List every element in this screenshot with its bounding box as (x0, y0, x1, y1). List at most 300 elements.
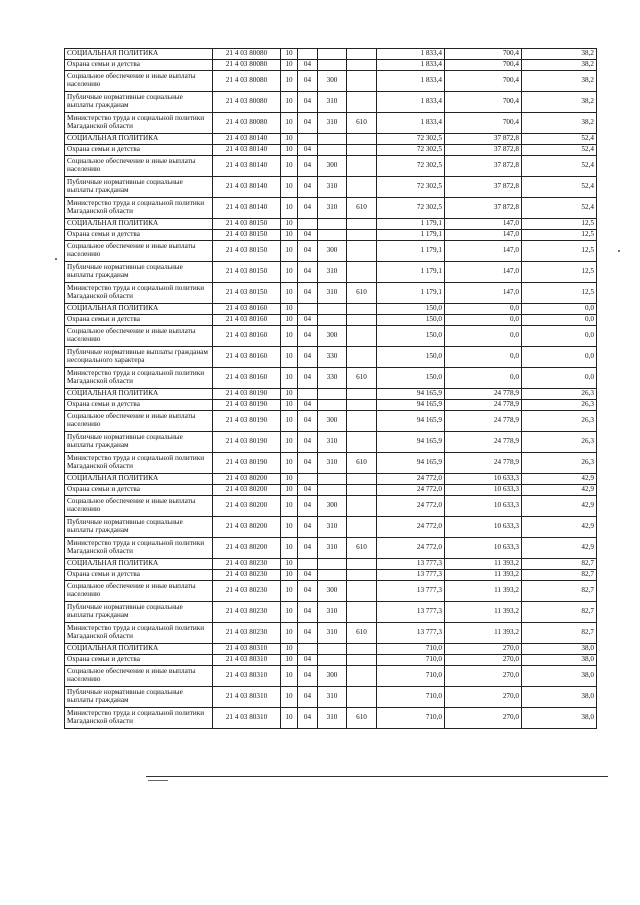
cell-expense-type (318, 145, 347, 156)
cell-subsection: 04 (298, 602, 318, 623)
cell-department (347, 60, 377, 71)
cell-planned: 13 777,3 (377, 623, 445, 644)
cell-percent: 38,2 (522, 60, 597, 71)
cell-executed: 10 633,3 (445, 517, 522, 538)
cell-executed: 24 778,9 (445, 411, 522, 432)
cell-section: 10 (281, 283, 298, 304)
cell-expense-type: 310 (318, 177, 347, 198)
cell-subsection: 04 (298, 92, 318, 113)
cell-subsection (298, 389, 318, 400)
cell-department: 610 (347, 623, 377, 644)
table-row (65, 411, 597, 432)
cell-section: 10 (281, 623, 298, 644)
cell-expense-type: 300 (318, 326, 347, 347)
cell-percent: 0,0 (522, 326, 597, 347)
cell-department (347, 389, 377, 400)
cell-planned: 150,0 (377, 315, 445, 326)
cell-target-article: 21 4 03 80190 (213, 432, 281, 453)
cell-target-article: 21 4 03 80080 (213, 113, 281, 134)
cell-planned: 1 833,4 (377, 92, 445, 113)
cell-expense-type: 310 (318, 602, 347, 623)
cell-department (347, 411, 377, 432)
cell-executed: 0,0 (445, 347, 522, 368)
cell-name: СОЦИАЛЬНАЯ ПОЛИТИКА (65, 474, 213, 485)
cell-department: 610 (347, 708, 377, 729)
cell-expense-type: 300 (318, 666, 347, 687)
cell-name: Публичные нормативные социальные выплаты гражданам (65, 92, 213, 113)
budget-table-page (64, 48, 597, 729)
cell-executed: 10 633,3 (445, 474, 522, 485)
cell-expense-type (318, 474, 347, 485)
cell-planned: 150,0 (377, 368, 445, 389)
cell-name: Публичные нормативные выплаты гражданам несоциального характера (65, 347, 213, 368)
cell-planned: 94 165,9 (377, 400, 445, 411)
cell-executed: 147,0 (445, 262, 522, 283)
cell-section: 10 (281, 60, 298, 71)
cell-expense-type: 310 (318, 432, 347, 453)
cell-planned: 1 833,4 (377, 113, 445, 134)
scan-speck (55, 258, 57, 260)
cell-section: 10 (281, 559, 298, 570)
cell-executed: 270,0 (445, 655, 522, 666)
cell-target-article: 21 4 03 80160 (213, 304, 281, 315)
cell-name: СОЦИАЛЬНАЯ ПОЛИТИКА (65, 559, 213, 570)
table-row (65, 687, 597, 708)
cell-expense-type (318, 134, 347, 145)
cell-executed: 24 778,9 (445, 389, 522, 400)
cell-department (347, 581, 377, 602)
cell-percent: 0,0 (522, 347, 597, 368)
cell-section: 10 (281, 474, 298, 485)
cell-executed: 147,0 (445, 241, 522, 262)
cell-percent: 38,2 (522, 71, 597, 92)
cell-section: 10 (281, 708, 298, 729)
cell-executed: 0,0 (445, 326, 522, 347)
cell-expense-type: 310 (318, 262, 347, 283)
cell-name: Охрана семьи и детства (65, 570, 213, 581)
cell-expense-type (318, 219, 347, 230)
cell-subsection: 04 (298, 687, 318, 708)
cell-section: 10 (281, 411, 298, 432)
cell-section: 10 (281, 241, 298, 262)
cell-subsection: 04 (298, 198, 318, 219)
cell-target-article: 21 4 03 80230 (213, 602, 281, 623)
scan-speck (618, 250, 620, 252)
cell-planned: 94 165,9 (377, 411, 445, 432)
table-row (65, 559, 597, 570)
cell-section: 10 (281, 92, 298, 113)
cell-target-article: 21 4 03 80140 (213, 145, 281, 156)
table-row (65, 655, 597, 666)
cell-target-article: 21 4 03 80150 (213, 230, 281, 241)
cell-target-article: 21 4 03 80160 (213, 347, 281, 368)
cell-subsection: 04 (298, 315, 318, 326)
cell-section: 10 (281, 71, 298, 92)
cell-planned: 13 777,3 (377, 570, 445, 581)
cell-department (347, 602, 377, 623)
cell-section: 10 (281, 262, 298, 283)
cell-section: 10 (281, 304, 298, 315)
cell-subsection: 04 (298, 411, 318, 432)
cell-section: 10 (281, 145, 298, 156)
cell-planned: 1 179,1 (377, 262, 445, 283)
table-row (65, 156, 597, 177)
cell-executed: 700,4 (445, 60, 522, 71)
cell-department (347, 230, 377, 241)
cell-name: Министерство труда и социальной политики Магаданской области (65, 708, 213, 729)
cell-percent: 38,0 (522, 666, 597, 687)
cell-planned: 24 772,0 (377, 538, 445, 559)
cell-planned: 1 833,4 (377, 49, 445, 60)
cell-target-article: 21 4 03 80140 (213, 134, 281, 145)
cell-percent: 38,0 (522, 644, 597, 655)
cell-name: Социальное обеспечение и иные выплаты населению (65, 71, 213, 92)
cell-expense-type: 300 (318, 156, 347, 177)
table-row (65, 60, 597, 71)
cell-department (347, 156, 377, 177)
cell-planned: 1 179,1 (377, 230, 445, 241)
cell-planned: 1 179,1 (377, 241, 445, 262)
cell-expense-type (318, 644, 347, 655)
cell-department (347, 559, 377, 570)
cell-executed: 270,0 (445, 644, 522, 655)
cell-subsection: 04 (298, 177, 318, 198)
cell-subsection (298, 474, 318, 485)
cell-executed: 37 872,8 (445, 145, 522, 156)
cell-percent: 26,3 (522, 432, 597, 453)
cell-name: Публичные нормативные социальные выплаты гражданам (65, 687, 213, 708)
cell-department (347, 262, 377, 283)
cell-section: 10 (281, 113, 298, 134)
cell-expense-type (318, 230, 347, 241)
bottom-rule (146, 776, 608, 777)
cell-planned: 94 165,9 (377, 453, 445, 474)
cell-department (347, 400, 377, 411)
cell-expense-type (318, 655, 347, 666)
cell-name: Социальное обеспечение и иные выплаты населению (65, 241, 213, 262)
cell-executed: 24 778,9 (445, 400, 522, 411)
cell-subsection: 04 (298, 262, 318, 283)
cell-percent: 42,9 (522, 474, 597, 485)
table-row (65, 432, 597, 453)
table-row (65, 262, 597, 283)
cell-subsection (298, 559, 318, 570)
cell-section: 10 (281, 156, 298, 177)
cell-subsection (298, 304, 318, 315)
budget-execution-table (64, 48, 597, 729)
cell-planned: 710,0 (377, 687, 445, 708)
cell-name: Социальное обеспечение и иные выплаты населению (65, 496, 213, 517)
cell-department: 610 (347, 538, 377, 559)
cell-subsection: 04 (298, 517, 318, 538)
table-row (65, 644, 597, 655)
cell-executed: 37 872,8 (445, 177, 522, 198)
cell-target-article: 21 4 03 80190 (213, 400, 281, 411)
cell-department: 610 (347, 198, 377, 219)
cell-expense-type (318, 485, 347, 496)
cell-section: 10 (281, 666, 298, 687)
cell-name: СОЦИАЛЬНАЯ ПОЛИТИКА (65, 49, 213, 60)
cell-executed: 11 393,2 (445, 570, 522, 581)
cell-name: Министерство труда и социальной политики Магаданской области (65, 368, 213, 389)
table-row (65, 347, 597, 368)
cell-department (347, 71, 377, 92)
cell-department (347, 92, 377, 113)
cell-planned: 710,0 (377, 666, 445, 687)
cell-expense-type: 300 (318, 581, 347, 602)
cell-percent: 12,5 (522, 283, 597, 304)
cell-executed: 10 633,3 (445, 485, 522, 496)
cell-expense-type (318, 315, 347, 326)
cell-percent: 26,3 (522, 411, 597, 432)
table-row (65, 326, 597, 347)
cell-name: Социальное обеспечение и иные выплаты населению (65, 666, 213, 687)
cell-percent: 12,5 (522, 219, 597, 230)
cell-expense-type: 310 (318, 113, 347, 134)
cell-name: Публичные нормативные социальные выплаты гражданам (65, 517, 213, 538)
table-row (65, 623, 597, 644)
cell-target-article: 21 4 03 80150 (213, 283, 281, 304)
table-body (65, 49, 597, 729)
cell-executed: 10 633,3 (445, 538, 522, 559)
cell-planned: 1 179,1 (377, 283, 445, 304)
cell-expense-type: 310 (318, 538, 347, 559)
cell-percent: 38,0 (522, 687, 597, 708)
table-row (65, 71, 597, 92)
cell-name: СОЦИАЛЬНАЯ ПОЛИТИКА (65, 304, 213, 315)
cell-percent: 26,3 (522, 453, 597, 474)
cell-name: Социальное обеспечение и иные выплаты населению (65, 326, 213, 347)
cell-expense-type: 300 (318, 496, 347, 517)
cell-section: 10 (281, 644, 298, 655)
cell-subsection: 04 (298, 368, 318, 389)
cell-planned: 710,0 (377, 644, 445, 655)
table-row (65, 134, 597, 145)
cell-executed: 11 393,2 (445, 602, 522, 623)
cell-percent: 82,7 (522, 602, 597, 623)
cell-executed: 0,0 (445, 304, 522, 315)
cell-department: 610 (347, 368, 377, 389)
cell-name: Публичные нормативные социальные выплаты гражданам (65, 602, 213, 623)
cell-target-article: 21 4 03 80190 (213, 453, 281, 474)
cell-planned: 94 165,9 (377, 432, 445, 453)
cell-executed: 270,0 (445, 708, 522, 729)
cell-section: 10 (281, 687, 298, 708)
cell-executed: 11 393,2 (445, 623, 522, 644)
table-row (65, 708, 597, 729)
table-row (65, 283, 597, 304)
cell-target-article: 21 4 03 80080 (213, 71, 281, 92)
cell-target-article: 21 4 03 80160 (213, 368, 281, 389)
cell-target-article: 21 4 03 80230 (213, 559, 281, 570)
table-row (65, 485, 597, 496)
cell-section: 10 (281, 581, 298, 602)
cell-department (347, 655, 377, 666)
cell-subsection: 04 (298, 485, 318, 496)
cell-name: Министерство труда и социальной политики Магаданской области (65, 198, 213, 219)
cell-department (347, 644, 377, 655)
cell-name: Публичные нормативные социальные выплаты гражданам (65, 432, 213, 453)
cell-target-article: 21 4 03 80140 (213, 177, 281, 198)
cell-section: 10 (281, 326, 298, 347)
cell-target-article: 21 4 03 80080 (213, 92, 281, 113)
cell-subsection: 04 (298, 230, 318, 241)
cell-percent: 0,0 (522, 304, 597, 315)
cell-department (347, 326, 377, 347)
cell-department (347, 145, 377, 156)
cell-executed: 700,4 (445, 49, 522, 60)
cell-name: Социальное обеспечение и иные выплаты населению (65, 581, 213, 602)
cell-section: 10 (281, 49, 298, 60)
cell-department (347, 315, 377, 326)
cell-executed: 11 393,2 (445, 581, 522, 602)
cell-percent: 82,7 (522, 581, 597, 602)
cell-percent: 52,4 (522, 198, 597, 219)
cell-percent: 26,3 (522, 400, 597, 411)
cell-planned: 72 302,5 (377, 198, 445, 219)
cell-expense-type: 330 (318, 368, 347, 389)
cell-percent: 26,3 (522, 389, 597, 400)
table-row (65, 517, 597, 538)
cell-percent: 12,5 (522, 262, 597, 283)
cell-executed: 0,0 (445, 368, 522, 389)
cell-section: 10 (281, 134, 298, 145)
cell-target-article: 21 4 03 80080 (213, 49, 281, 60)
cell-subsection: 04 (298, 400, 318, 411)
cell-target-article: 21 4 03 80190 (213, 411, 281, 432)
cell-department (347, 570, 377, 581)
cell-expense-type: 310 (318, 92, 347, 113)
cell-percent: 82,7 (522, 559, 597, 570)
cell-section: 10 (281, 432, 298, 453)
cell-department (347, 241, 377, 262)
cell-target-article: 21 4 03 80140 (213, 156, 281, 177)
table-row (65, 315, 597, 326)
cell-expense-type: 310 (318, 283, 347, 304)
cell-expense-type: 310 (318, 708, 347, 729)
cell-subsection: 04 (298, 60, 318, 71)
cell-subsection: 04 (298, 453, 318, 474)
cell-subsection: 04 (298, 570, 318, 581)
cell-expense-type: 310 (318, 623, 347, 644)
cell-planned: 24 772,0 (377, 474, 445, 485)
table-row (65, 581, 597, 602)
cell-department (347, 517, 377, 538)
table-row (65, 602, 597, 623)
cell-target-article: 21 4 03 80310 (213, 687, 281, 708)
cell-name: Министерство труда и социальной политики Магаданской области (65, 283, 213, 304)
cell-planned: 1 833,4 (377, 60, 445, 71)
cell-executed: 24 778,9 (445, 432, 522, 453)
cell-expense-type (318, 304, 347, 315)
cell-department (347, 347, 377, 368)
cell-expense-type (318, 559, 347, 570)
cell-target-article: 21 4 03 80140 (213, 198, 281, 219)
cell-department (347, 432, 377, 453)
cell-department (347, 219, 377, 230)
cell-name: Министерство труда и социальной политики Магаданской области (65, 538, 213, 559)
cell-name: Публичные нормативные социальные выплаты гражданам (65, 262, 213, 283)
cell-subsection: 04 (298, 347, 318, 368)
cell-expense-type: 300 (318, 411, 347, 432)
cell-expense-type (318, 400, 347, 411)
cell-department (347, 496, 377, 517)
table-row (65, 389, 597, 400)
cell-subsection: 04 (298, 113, 318, 134)
cell-name: Министерство труда и социальной политики Магаданской области (65, 453, 213, 474)
table-row (65, 666, 597, 687)
cell-section: 10 (281, 177, 298, 198)
cell-subsection: 04 (298, 156, 318, 177)
cell-name: Публичные нормативные социальные выплаты гражданам (65, 177, 213, 198)
cell-subsection: 04 (298, 432, 318, 453)
table-row (65, 198, 597, 219)
cell-expense-type (318, 389, 347, 400)
table-row (65, 368, 597, 389)
cell-subsection: 04 (298, 241, 318, 262)
cell-planned: 72 302,5 (377, 156, 445, 177)
cell-percent: 52,4 (522, 156, 597, 177)
cell-executed: 270,0 (445, 666, 522, 687)
cell-expense-type: 310 (318, 453, 347, 474)
cell-percent: 0,0 (522, 368, 597, 389)
cell-executed: 37 872,8 (445, 156, 522, 177)
cell-section: 10 (281, 230, 298, 241)
cell-planned: 1 179,1 (377, 219, 445, 230)
cell-target-article: 21 4 03 80150 (213, 241, 281, 262)
cell-subsection: 04 (298, 145, 318, 156)
cell-executed: 700,4 (445, 113, 522, 134)
cell-target-article: 21 4 03 80160 (213, 315, 281, 326)
cell-percent: 52,4 (522, 177, 597, 198)
cell-planned: 13 777,3 (377, 559, 445, 570)
cell-percent: 38,2 (522, 92, 597, 113)
cell-expense-type: 310 (318, 687, 347, 708)
cell-executed: 700,4 (445, 92, 522, 113)
cell-planned: 72 302,5 (377, 177, 445, 198)
cell-percent: 12,5 (522, 230, 597, 241)
cell-planned: 24 772,0 (377, 496, 445, 517)
cell-section: 10 (281, 315, 298, 326)
cell-executed: 0,0 (445, 315, 522, 326)
cell-name: Охрана семьи и детства (65, 655, 213, 666)
cell-section: 10 (281, 602, 298, 623)
cell-percent: 38,0 (522, 708, 597, 729)
cell-target-article: 21 4 03 80150 (213, 262, 281, 283)
cell-section: 10 (281, 538, 298, 559)
cell-planned: 13 777,3 (377, 602, 445, 623)
cell-name: Охрана семьи и детства (65, 315, 213, 326)
cell-section: 10 (281, 496, 298, 517)
cell-percent: 52,4 (522, 145, 597, 156)
cell-expense-type: 300 (318, 71, 347, 92)
cell-planned: 1 833,4 (377, 71, 445, 92)
cell-expense-type: 310 (318, 198, 347, 219)
cell-executed: 37 872,8 (445, 198, 522, 219)
cell-percent: 42,9 (522, 538, 597, 559)
cell-subsection: 04 (298, 666, 318, 687)
cell-name: Министерство труда и социальной политики Магаданской области (65, 623, 213, 644)
table-row (65, 453, 597, 474)
cell-name: Охрана семьи и детства (65, 60, 213, 71)
table-row (65, 304, 597, 315)
cell-section: 10 (281, 570, 298, 581)
cell-subsection (298, 49, 318, 60)
cell-percent: 38,0 (522, 655, 597, 666)
cell-target-article: 21 4 03 80200 (213, 485, 281, 496)
cell-target-article: 21 4 03 80190 (213, 389, 281, 400)
cell-target-article: 21 4 03 80160 (213, 326, 281, 347)
